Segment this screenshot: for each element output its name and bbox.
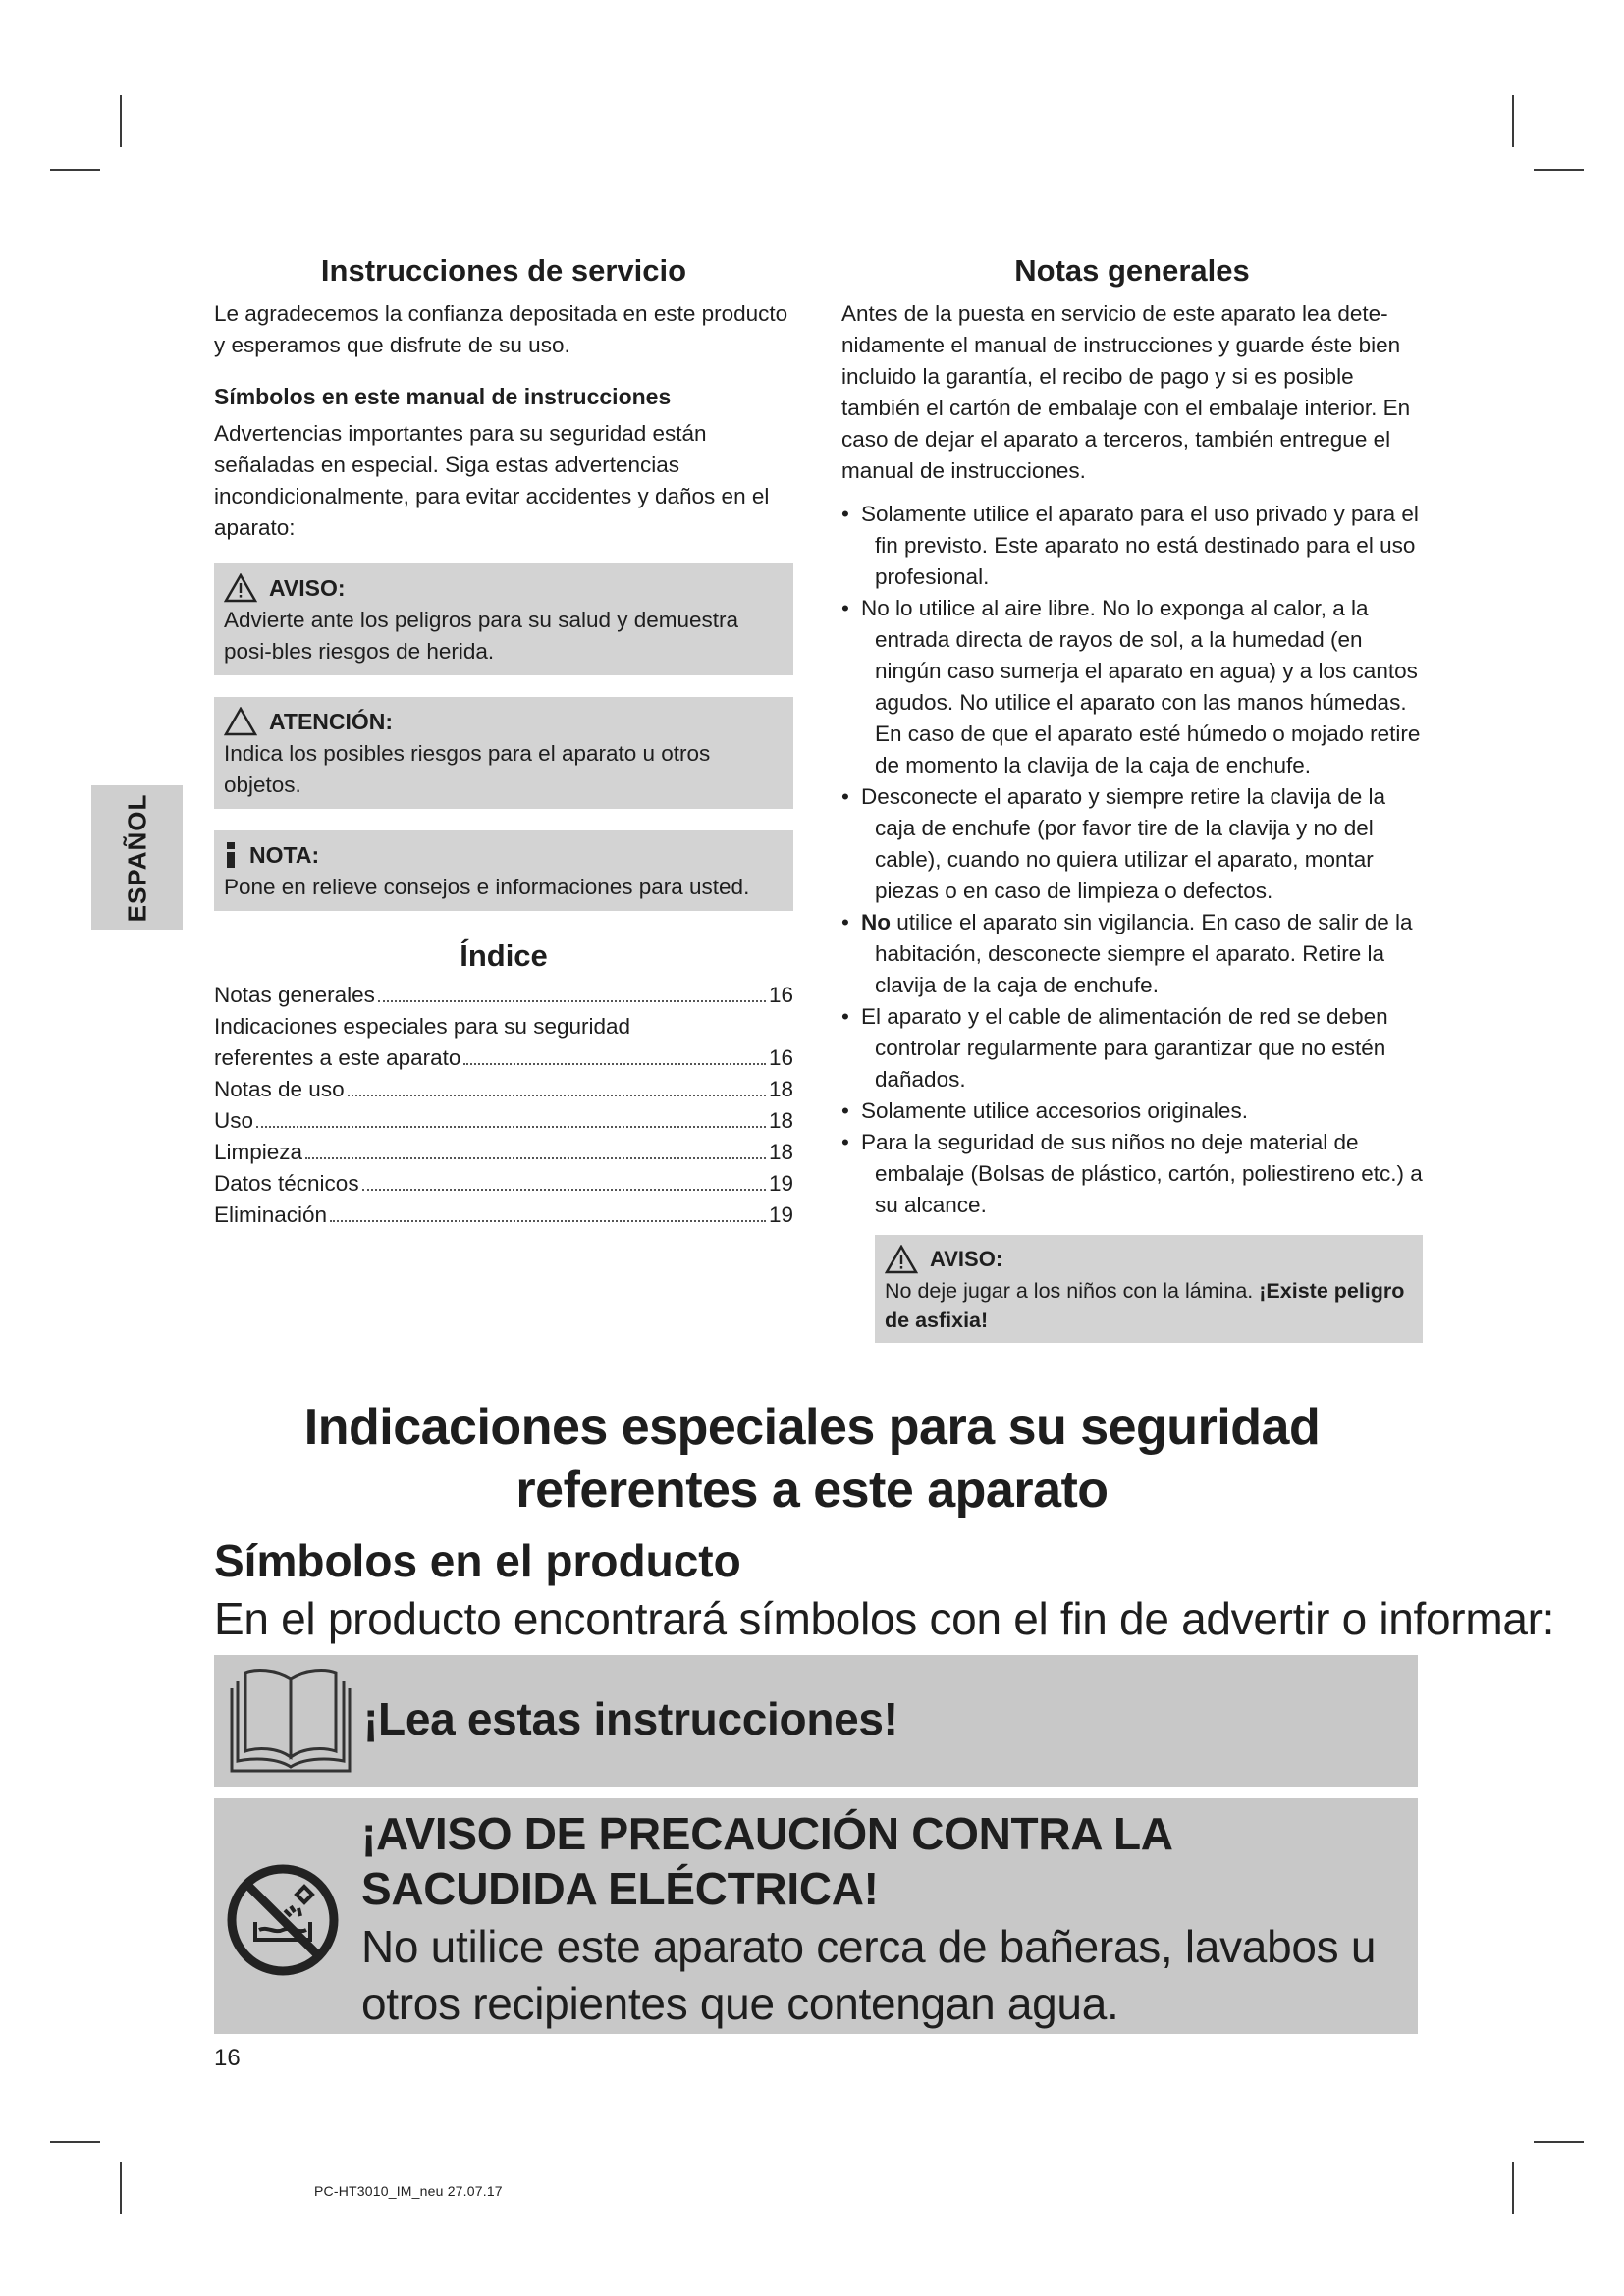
atencion-label: ATENCIÓN:	[269, 709, 394, 734]
warning-triangle-icon	[224, 707, 257, 736]
index-title: Índice	[460, 938, 548, 973]
list-item: • Para la seguridad de sus niños no deje material de embalaje (Bolsas de plástico, cartón, poliestireno etc.) a su alcance.	[841, 1127, 1423, 1221]
toc-entry[interactable]: referentes a este aparato 16	[214, 1045, 793, 1070]
toc-entry[interactable]: Eliminación 19	[214, 1202, 793, 1227]
list-item: • No utilice el aparato sin vigilancia. En caso de salir de la habitación, desconecte siempre el aparato. Retire la clavija de la caja de enchufe.	[841, 907, 1423, 1001]
product-symbols-intro: En el producto encontrará símbolos con el fin de advertir o informar:	[214, 1593, 1555, 1644]
warning-triangle-icon	[224, 573, 257, 603]
nota-label: NOTA:	[249, 842, 320, 868]
aviso-label: AVISO:	[269, 575, 346, 601]
table-of-contents	[214, 980, 793, 1231]
info-icon	[224, 840, 238, 870]
crop-mark	[1534, 2141, 1584, 2143]
toc-entry[interactable]: Datos técnicos 19	[214, 1171, 793, 1196]
symbols-paragraph: Advertencias importantes para su seguridad están señaladas en especial. Siga estas advertencias incondicionalmente, para evitar accidentes y daños en el aparato:	[214, 421, 770, 540]
page-number: 16	[214, 2045, 241, 2071]
atencion-text: Indica los posibles riesgos para el aparato u otros objetos.	[224, 741, 711, 797]
crop-mark	[120, 95, 122, 147]
list-item: • Solamente utilice el aparato para el uso privado y para el fin previsto. Este aparato no está destinado para el uso profesional.	[841, 499, 1423, 593]
crop-mark	[1512, 2162, 1514, 2214]
atencion-box	[214, 697, 793, 809]
read-instructions-text: ¡Lea estas instrucciones!	[363, 1693, 898, 1744]
electric-shock-warning-box	[214, 1798, 1418, 2034]
warning-triangle-icon	[885, 1245, 918, 1274]
crop-mark	[50, 2141, 100, 2143]
list-item: • Solamente utilice accesorios originales.	[841, 1095, 1423, 1127]
product-symbols-title: Símbolos en el producto	[214, 1535, 741, 1586]
no-bath-icon	[224, 1861, 342, 1979]
nota-box	[214, 830, 793, 911]
safety-title: Indicaciones especiales para su seguridad referentes a este aparato	[303, 1399, 1321, 1519]
intro-paragraph: Le agradecemos la confianza depositada en este producto y esperamos que disfrute de su uso.	[214, 301, 788, 357]
footer-file-id: PC-HT3010_IM_neu 27.07.17	[314, 2183, 503, 2199]
crop-mark	[120, 2162, 122, 2214]
aviso-asfixia-text: No deje jugar a los niños con la lámina. ¡Existe peligro de asfixia!	[885, 1279, 1405, 1332]
list-item: • Desconecte el aparato y siempre retire la clavija de la caja de enchufe (por favor tire de la clavija y no del cable), cuando no quiera utilizar el aparato, montar piezas o en caso de limpieza o defectos.	[841, 781, 1423, 907]
language-tab-label: ESPAÑOL	[122, 793, 151, 922]
crop-mark	[50, 169, 100, 171]
aviso-box	[214, 563, 793, 675]
toc-entry[interactable]: Notas de uso 18	[214, 1077, 793, 1101]
shock-warning-text: No utilice este aparato cerca de bañeras, lavabos u otros recipientes que contengan agua.	[361, 1921, 1377, 2029]
toc-entry[interactable]: Notas generales 16	[214, 983, 793, 1007]
open-book-icon	[228, 1665, 353, 1777]
aviso-label: AVISO:	[930, 1247, 1003, 1271]
crop-mark	[1512, 95, 1514, 147]
notas-intro: Antes de la puesta en servicio de este aparato lea dete-nidamente el manual de instrucciones y guarde éste bien incluido la garantía, el recibo de pago y si es posible también el cartón de embalaje con el embalaje interior. En caso de dejar el aparato a terceros, también entregue el manual de instrucciones.	[841, 301, 1411, 483]
language-tab	[91, 785, 183, 930]
list-item: • El aparato y el cable de alimentación de red se deben controlar regularmente para garantizar que no estén dañados.	[841, 1001, 1423, 1095]
list-item: • No lo utilice al aire libre. No lo exponga al calor, a la entrada directa de rayos de sol, a la humedad (en ningún caso sumerja el aparato en agua) y a los cantos agudos. No utilice el aparato con las manos húmedas. En caso de que el aparato esté húmedo o mojado retire de momento la clavija de la caja de enchufe.	[841, 593, 1423, 781]
section-title-notas: Notas generales	[1014, 253, 1250, 288]
crop-mark	[1534, 169, 1584, 171]
toc-entry[interactable]: Limpieza 18	[214, 1140, 793, 1164]
read-instructions-box	[214, 1655, 1418, 1787]
safety-bullet-list	[841, 499, 1423, 1221]
toc-entry-line[interactable]: Indicaciones especiales para su seguridad	[214, 1014, 631, 1039]
shock-warning-title: ¡AVISO DE PRECAUCIÓN CONTRA LA SACUDIDA ELÉCTRICA!	[361, 1808, 1171, 1914]
left-column	[214, 251, 793, 1231]
nota-text: Pone en relieve consejos e informaciones para usted.	[224, 875, 750, 899]
aviso-text: Advierte ante los peligros para su salud y demuestra posi-bles riesgos de herida.	[224, 608, 739, 664]
section-title-instrucciones: Instrucciones de servicio	[320, 253, 687, 288]
symbols-heading: Símbolos en este manual de instrucciones	[214, 384, 672, 409]
aviso-asfixia-box	[875, 1235, 1423, 1343]
right-column	[841, 251, 1423, 1343]
toc-entry[interactable]: Uso 18	[214, 1108, 793, 1133]
